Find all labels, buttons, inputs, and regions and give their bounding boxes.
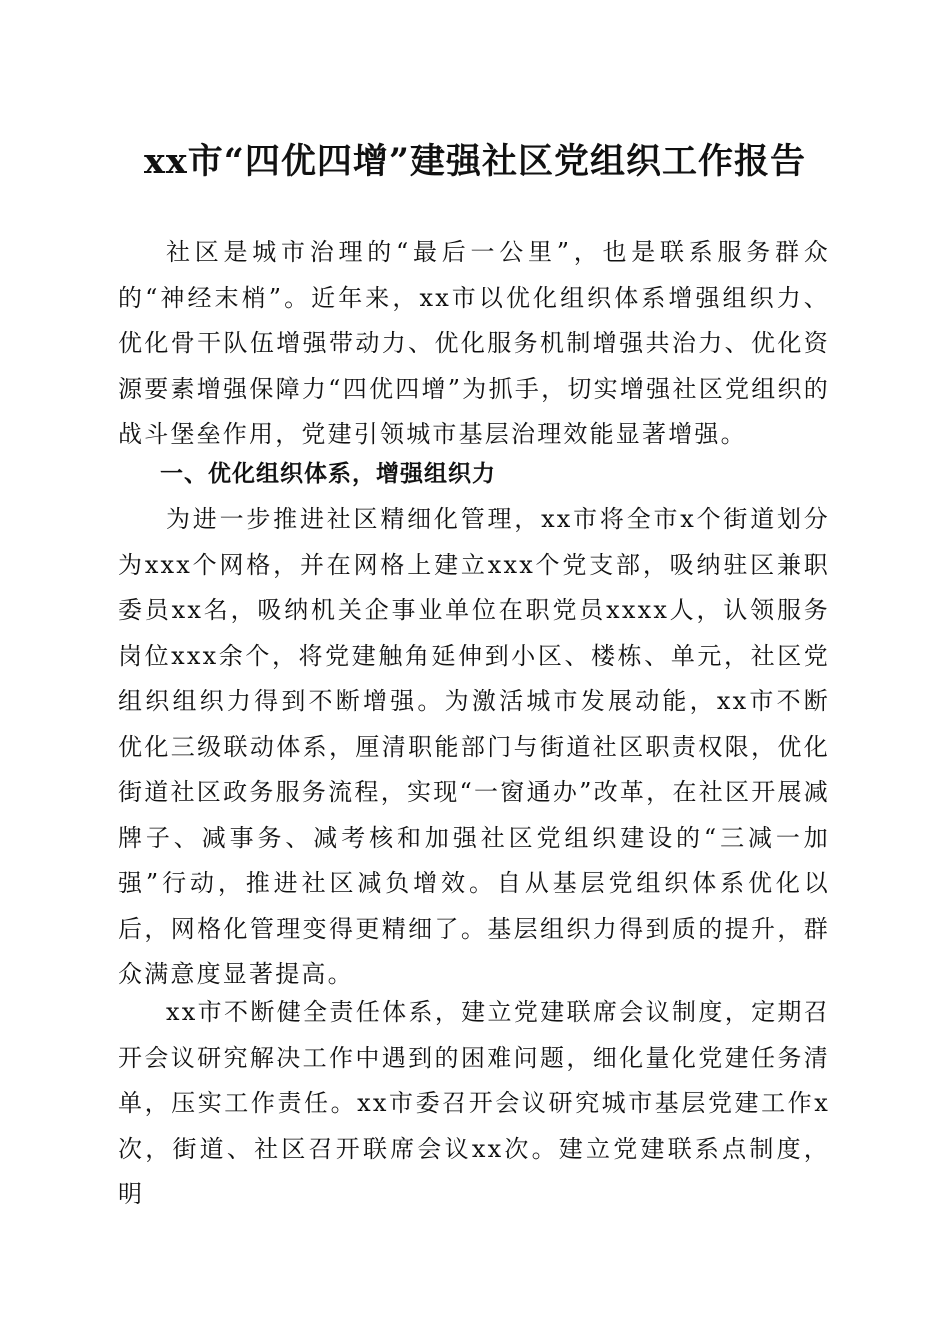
section-paragraph-1: 为进一步推进社区精细化管理，xx市将全市x个街道划分为xxx个网格，并在网格上建立xxx个党支部，吸纳驻区兼职委员xx名，吸纳机关企事业单位在职党员xxxx人，认领服务岗位xxx余个，将党建触角延伸到小区、楼栋、单元，社区党组织组织力得到不断增强。为激活城市发展动能，xx市不断优化三级联动体系，厘清职能部门与街道社区职责权限，优化街道社区政务服务流程，实现“一窗通办”改革，在社区开展减牌子、减事务、减考核和加强社区党组织建设的“三减一加强”行动，推进社区减负增效。自从基层党组织体系优化以后，网格化管理变得更精细了。基层组织力得到质的提升，群众满意度显著提高。 [118, 505, 830, 988]
intro-paragraph: 社区是城市治理的“最后一公里”，也是联系服务群众的“神经末梢”。近年来，xx市以优化组织体系增强组织力、优化骨干队伍增强带动力、优化服务机制增强共治力、优化资源要素增强保障力“四优四增”为抓手，切实增强社区党组织的战斗堡垒作用，党建引领城市基层治理效能显著增强。 [118, 238, 830, 448]
document-title: xx市“四优四增”建强社区党组织工作报告 [144, 141, 806, 182]
section-paragraph-2: xx市不断健全责任体系，建立党建联席会议制度，定期召开会议研究解决工作中遇到的困难问题，细化量化党建任务清单，压实工作责任。xx市委召开会议研究城市基层党建工作x次，街道、社区召开联席会议xx次。建立党建联系点制度，明 [118, 998, 830, 1208]
section-heading: 一、优化组织体系，增强组织力 [160, 461, 496, 487]
